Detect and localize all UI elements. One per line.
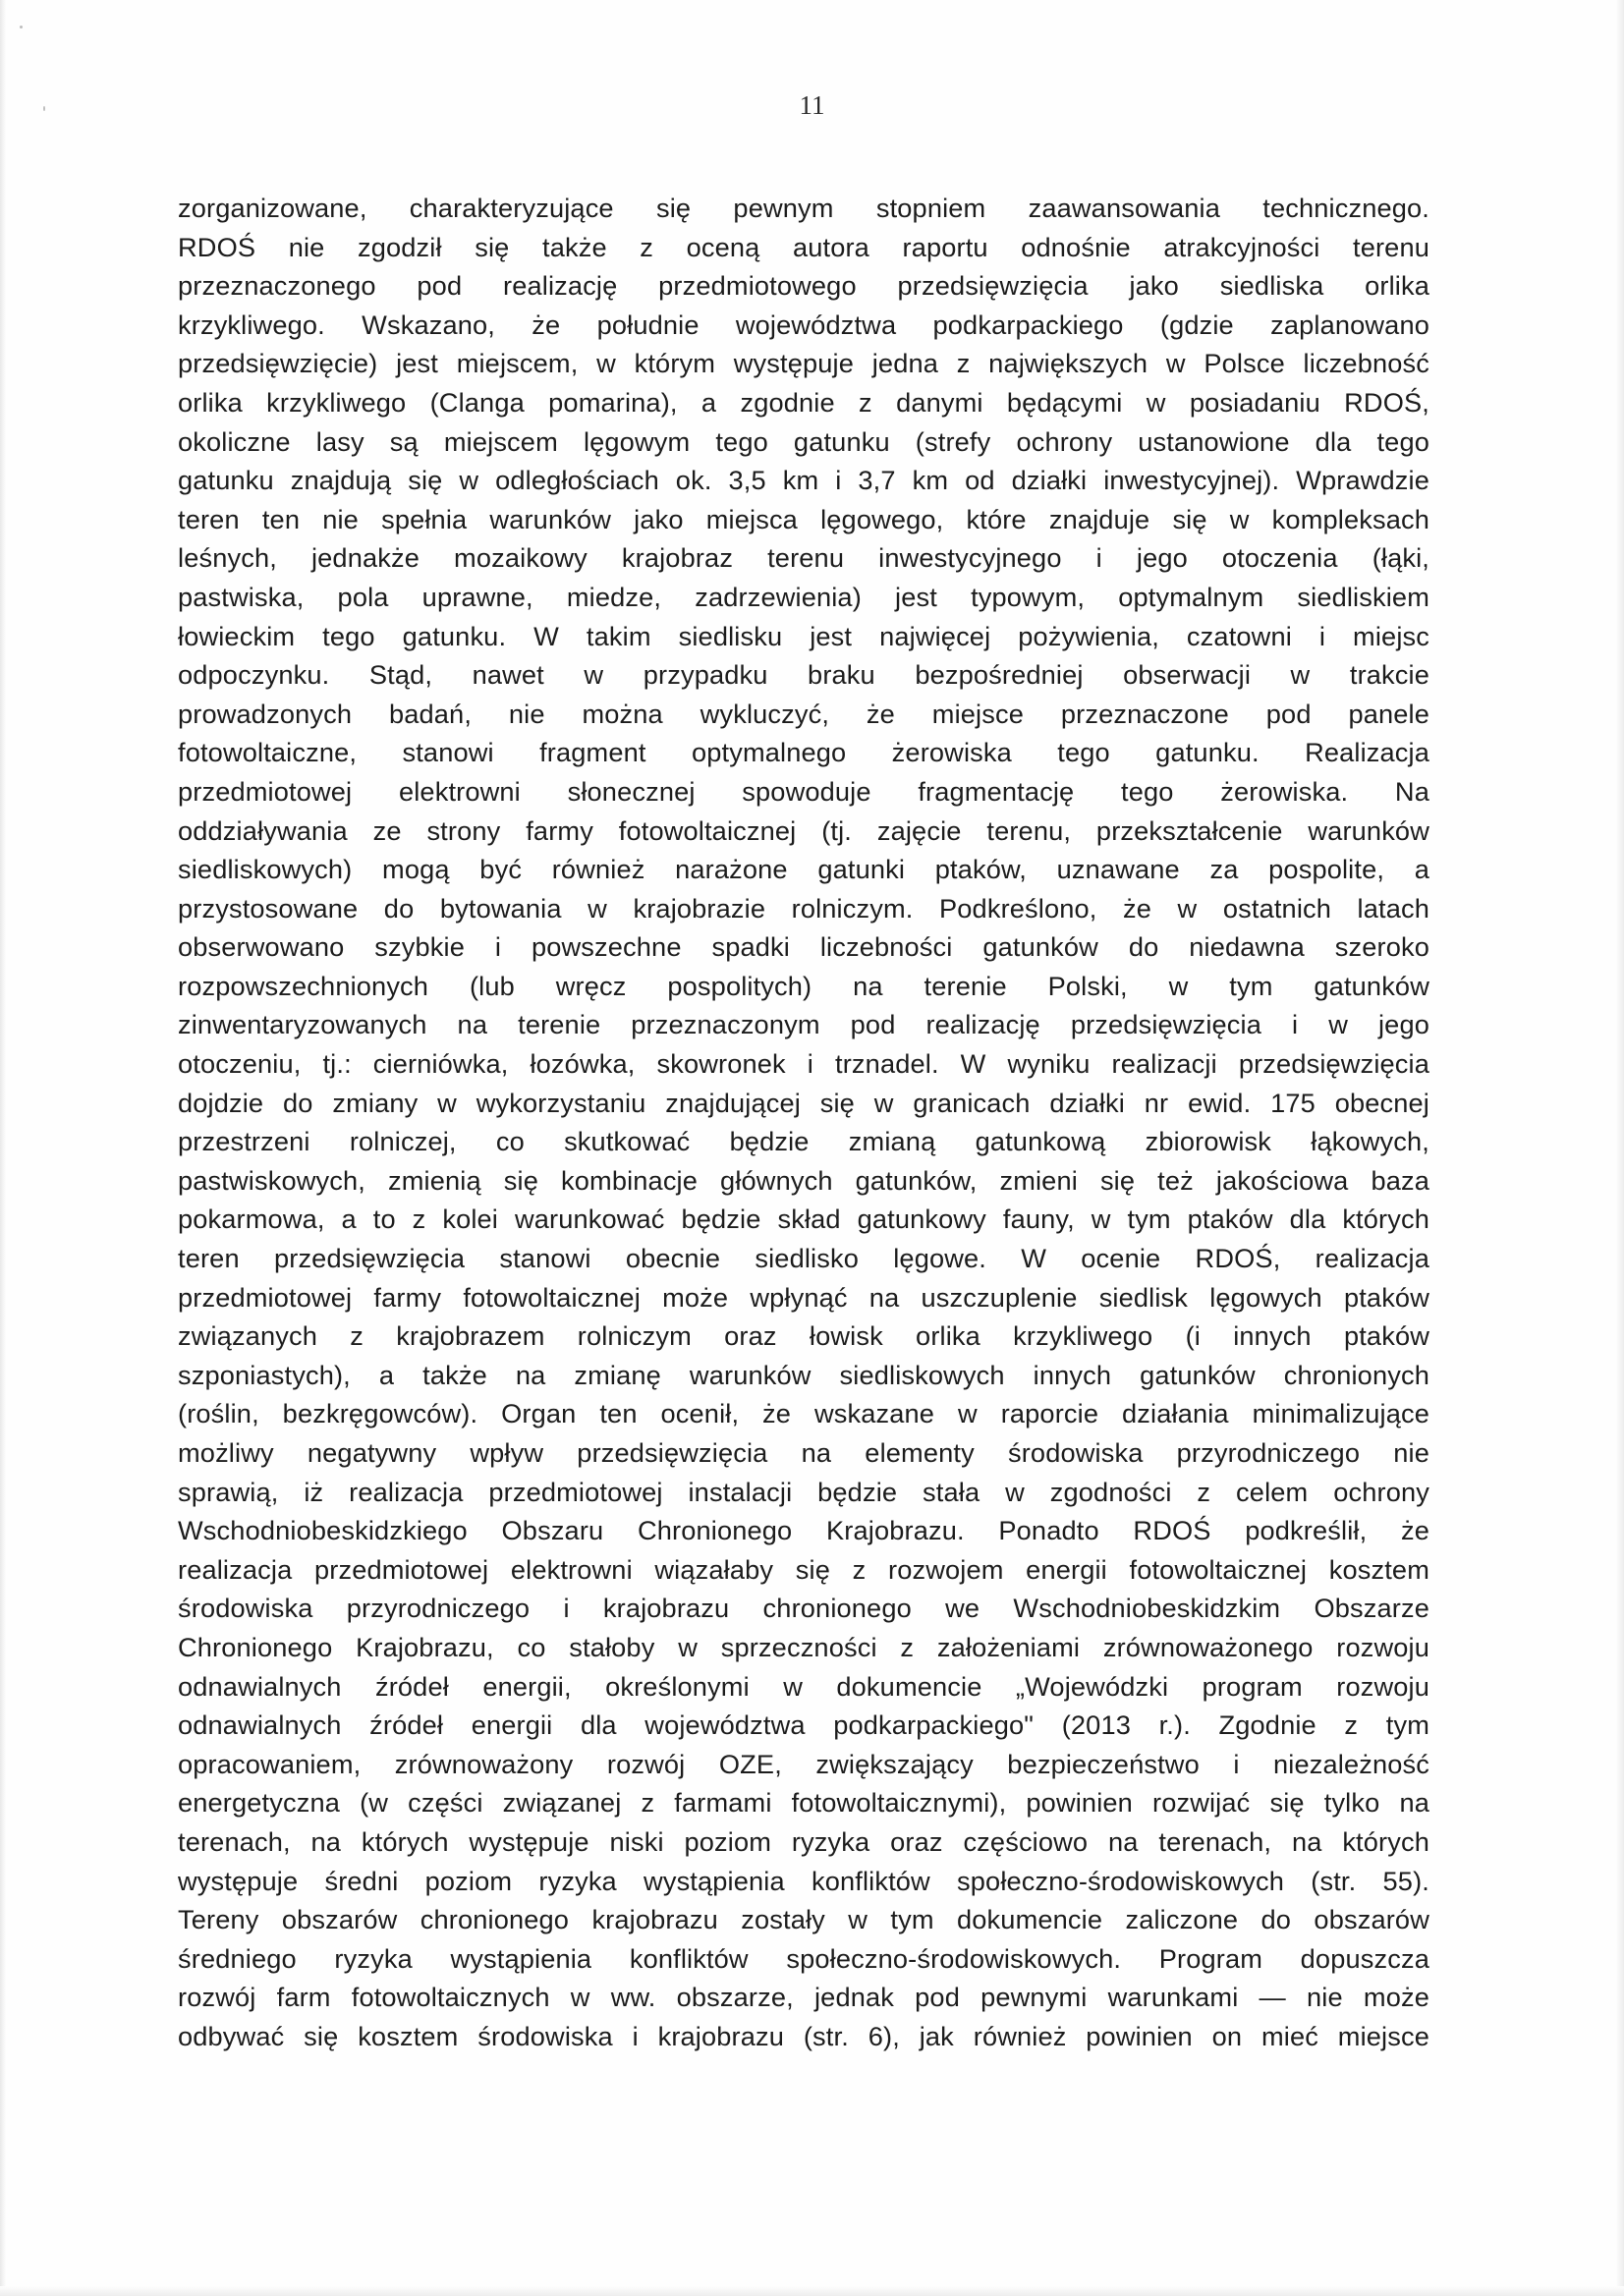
text-line: pastwiskowych, zmienią się kombinacje głównych gatunków, zmieni się też jakościowa baza xyxy=(178,1164,1429,1196)
text-line: odnawialnych źródeł energii, określonymi w dokumencie „Wojewódzki program rozwoju xyxy=(178,1670,1429,1702)
text-line: występuje średni poziom ryzyka wystąpienia konfliktów społeczno-środowiskowych (str. 55). xyxy=(178,1865,1429,1896)
text-line: opracowaniem, zrównoważony rozwój OZE, zwiększający bezpieczeństwo i niezależność xyxy=(178,1748,1429,1779)
text-line: (roślin, bezkręgowców). Organ ten ocenił, że wskazane w raporcie działania minimalizujące xyxy=(178,1398,1429,1429)
page-number: 11 xyxy=(799,90,825,120)
document-body xyxy=(178,189,1429,2056)
text-line: teren przedsięwzięcia stanowi obecnie siedlisko lęgowe. W ocenie RDOŚ, realizacja xyxy=(178,1243,1429,1274)
text-line: RDOŚ nie zgodził się także z oceną autora raportu odnośnie atrakcyjności terenu xyxy=(178,231,1429,262)
text-line: terenach, na których występuje niski poziom ryzyka oraz częściowo na terenach, na których xyxy=(178,1825,1429,1857)
text-line: rozwój farm fotowoltaicznych w ww. obszarze, jednak pod pewnymi warunkami — nie może xyxy=(178,1982,1429,2013)
scan-right-edge xyxy=(1616,0,1624,2296)
text-line: sprawią, iż realizacja przedmiotowej instalacji będzie stała w zgodności z celem ochrony xyxy=(178,1476,1429,1507)
text-line: rozpowszechnionych (lub wręcz pospolitych) na terenie Polski, w tym gatunków xyxy=(178,970,1429,1001)
text-line: średniego ryzyka wystąpienia konfliktów społeczno-środowiskowych. Program dopuszcza xyxy=(178,1942,1429,1974)
text-line: możliwy negatywny wpływ przedsięwzięcia na elementy środowiska przyrodniczego nie xyxy=(178,1437,1429,1468)
text-line: szponiastych), a także na zmianę warunków siedliskowych innych gatunków chronionych xyxy=(178,1359,1429,1390)
scan-speck xyxy=(20,26,23,28)
text-line: teren ten nie spełnia warunków jako miejsca lęgowego, które znajduje się w kompleksach xyxy=(178,503,1429,534)
text-line: odpoczynku. Stąd, nawet w przypadku braku bezpośredniej obserwacji w trakcie xyxy=(178,659,1429,691)
text-line: energetyczna (w części związanej z farmami fotowoltaicznymi), powinien rozwijać się tylko na xyxy=(178,1787,1429,1819)
scan-left-edge xyxy=(0,0,6,2296)
text-line: przystosowane do bytowania w krajobrazie rolniczym. Podkreślono, że w ostatnich latach xyxy=(178,892,1429,924)
text-line: pastwiska, pola uprawne, miedze, zadrzewienia) jest typowym, optymalnym siedliskiem xyxy=(178,581,1429,612)
text-line: odnawialnych źródeł energii dla województwa podkarpackiego" (2013 r.). Zgodnie z tym xyxy=(178,1709,1429,1741)
text-line: odbywać się kosztem środowiska i krajobrazu (str. 6), jak również powinien on mieć miejsce xyxy=(178,2020,1429,2051)
text-line: orlika krzykliwego (Clanga pomarina), a zgodnie z danymi będącymi w posiadaniu RDOŚ, xyxy=(178,386,1429,418)
text-line: siedliskowych) mogą być również narażone gatunki ptaków, uznawane za pospolite, a xyxy=(178,854,1429,885)
text-line: leśnych, jednakże mozaikowy krajobraz terenu inwestycyjnego i jego otoczenia (łąki, xyxy=(178,542,1429,574)
text-line: przedmiotowej elektrowni słonecznej spowoduje fragmentację tego żerowiska. Na xyxy=(178,775,1429,807)
text-line: zorganizowane, charakteryzujące się pewnym stopniem zaawansowania technicznego. xyxy=(178,193,1429,223)
text-line: Wschodniobeskidzkiego Obszaru Chronionego Krajobrazu. Ponadto RDOŚ podkreślił, że xyxy=(178,1515,1429,1546)
text-line: przedsięwzięcie) jest miejscem, w którym występuje jedna z największych w Polsce liczebność xyxy=(178,348,1429,379)
text-line: łowieckim tego gatunku. W takim siedlisku jest najwięcej pożywienia, czatowni i miejsc xyxy=(178,620,1429,651)
text-line: przedmiotowej farmy fotowoltaicznej może wpłynąć na uszczuplenie siedlisk lęgowych ptaków xyxy=(178,1281,1429,1313)
text-line: okoliczne lasy są miejscem lęgowym tego gatunku (strefy ochrony ustanowione dla tego xyxy=(178,425,1429,457)
text-line: przestrzeni rolniczej, co skutkować będzie zmianą gatunkową zbiorowisk łąkowych, xyxy=(178,1126,1429,1157)
text-line: pokarmowa, a to z kolei warunkować będzie skład gatunkowy fauny, w tym ptaków dla których xyxy=(178,1204,1429,1235)
text-line: zinwentaryzowanych na terenie przeznaczonym pod realizację przedsięwzięcia i w jego xyxy=(178,1009,1429,1040)
text-line: związanych z krajobrazem rolniczym oraz łowisk orlika krzykliwego (i innych ptaków xyxy=(178,1320,1429,1352)
text-line: prowadzonych badań, nie można wykluczyć, że miejsce przeznaczone pod panele xyxy=(178,698,1429,729)
text-line: gatunku znajdują się w odległościach ok. 3,5 km i 3,7 km od działki inwestycyjnej). Wprawdzie xyxy=(178,465,1429,496)
text-line: obserwowano szybkie i powszechne spadki liczebności gatunków do niedawna szeroko xyxy=(178,931,1429,963)
scan-bottom-edge xyxy=(0,2286,1624,2296)
text-line: krzykliwego. Wskazano, że południe województwa podkarpackiego (gdzie zaplanowano xyxy=(178,308,1429,340)
text-line: oddziaływania ze strony farmy fotowoltaicznej (tj. zajęcie terenu, przekształcenie warunków xyxy=(178,814,1429,846)
text-line: realizacja przedmiotowej elektrowni wiązałaby się z rozwojem energii fotowoltaicznej kosztem xyxy=(178,1553,1429,1585)
text-line: dojdzie do zmiany w wykorzystaniu znajdującej się w granicach działki nr ewid. 175 obecnej xyxy=(178,1087,1429,1118)
text-line: przeznaczonego pod realizację przedmiotowego przedsięwzięcia jako siedliska orlika xyxy=(178,270,1429,302)
text-line: otoczeniu, tj.: cierniówka, łozówka, skowronek i trznadel. W wyniku realizacji przedsięwzięcia xyxy=(178,1048,1429,1080)
text-line: fotowoltaiczne, stanowi fragment optymalnego żerowiska tego gatunku. Realizacja xyxy=(178,737,1429,768)
text-line: Chronionego Krajobrazu, co stałoby w sprzeczności z założeniami zrównoważonego rozwoju xyxy=(178,1631,1429,1662)
text-line: środowiska przyrodniczego i krajobrazu chronionego we Wschodniobeskidzkim Obszarze xyxy=(178,1593,1429,1624)
text-line: Tereny obszarów chronionego krajobrazu zostały w tym dokumencie zaliczone do obszarów xyxy=(178,1904,1429,1935)
